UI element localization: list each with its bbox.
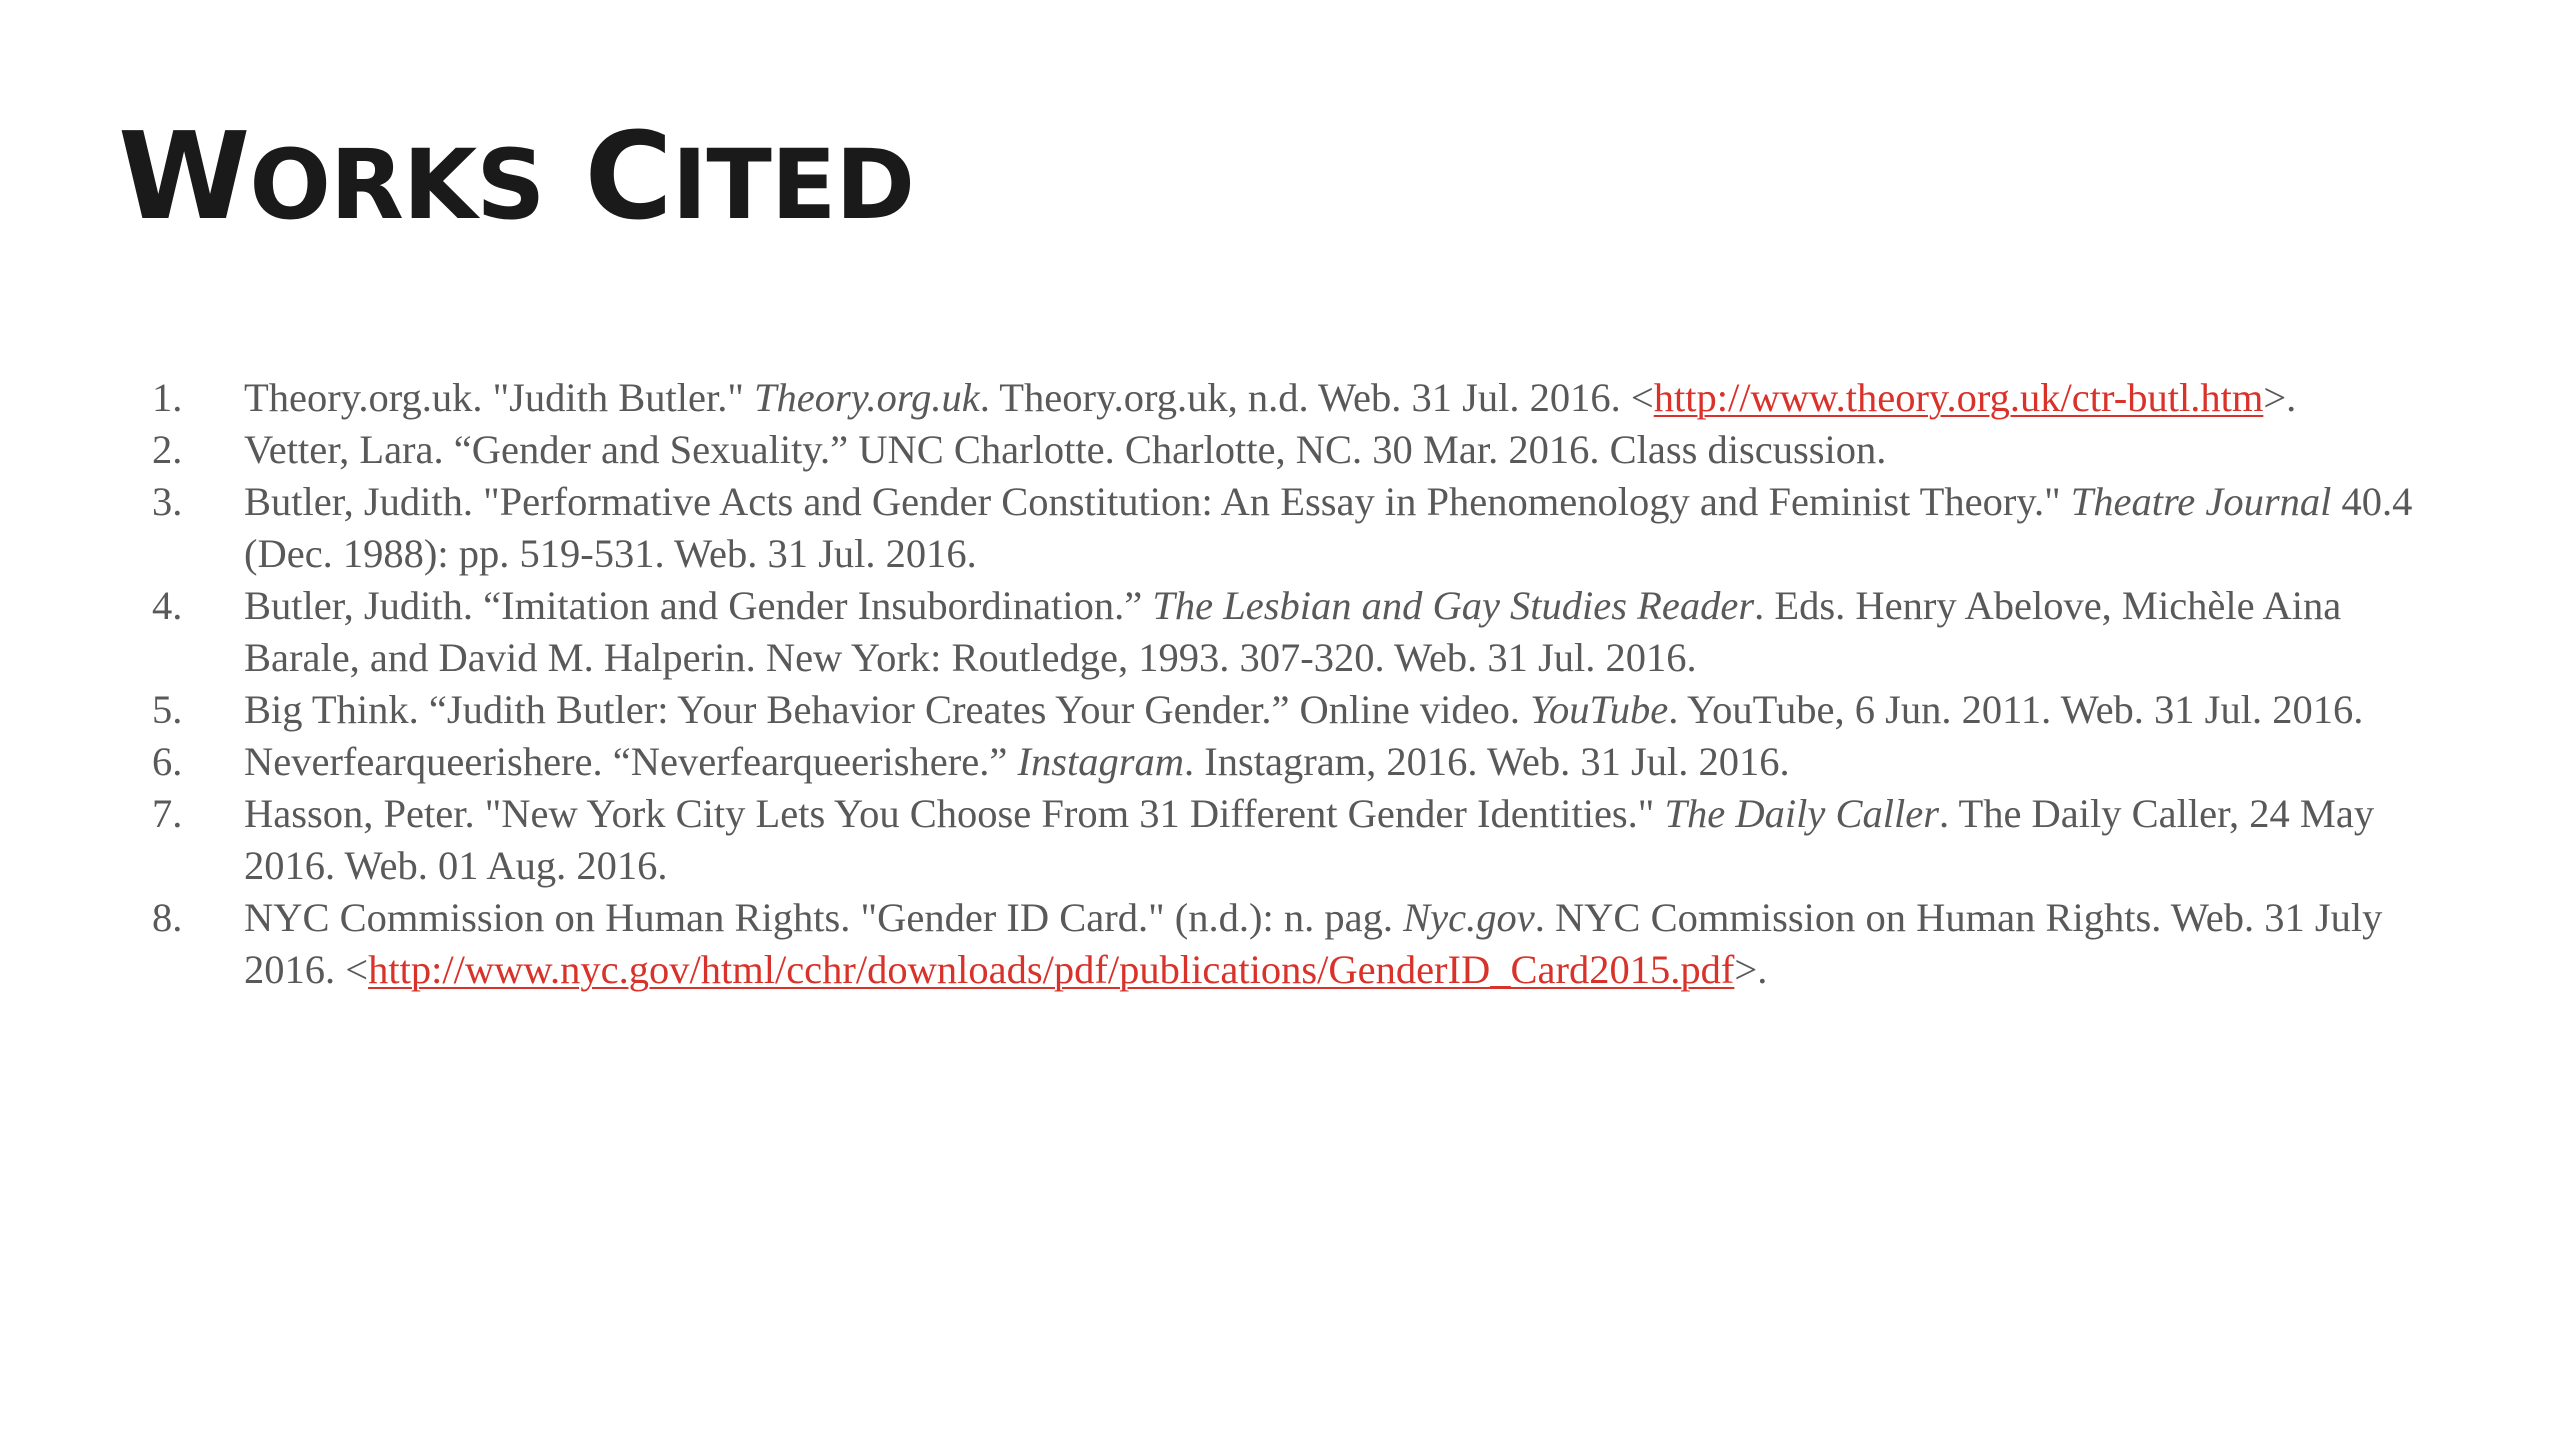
citation-number: 2. [152, 427, 183, 472]
citation-text [244, 583, 2341, 680]
citation-item [152, 424, 2462, 476]
citation-text [244, 479, 2412, 576]
citation-link[interactable]: http://www.theory.org.uk/ctr-butl.htm [1653, 375, 2264, 420]
citation-source-title: Theory.org.uk [754, 375, 980, 420]
citation-number: 1. [152, 375, 183, 420]
citation-item [152, 372, 2462, 424]
citation-source-title: Theatre Journal [2070, 479, 2332, 524]
citation-source-title: YouTube [1530, 687, 1669, 732]
citation-item [152, 580, 2462, 684]
citation-segment: . YouTube, 6 Jun. 2011. Web. 31 Jul. 2016. [1668, 687, 2364, 732]
citation-source-title: Nyc.gov [1403, 895, 1535, 940]
citation-segment: NYC Commission on Human Rights. "Gender ID Card." (n.d.): n. pag. [244, 895, 1404, 940]
citation-segment: Butler, Judith. "Performative Acts and Gender Constitution: An Essay in Phenomenology and Feminist Theory." [244, 479, 2071, 524]
citation-item [152, 476, 2462, 580]
citation-number: 6. [152, 739, 183, 784]
citation-segment: 40.4 (Dec. 1988): pp. 519-531. Web. 31 Jul. 2016. [244, 479, 2413, 576]
citation-segment: . The Daily Caller, 24 May 2016. Web. 01 Aug. 2016. [244, 791, 2375, 888]
citation-segment: Butler, Judith. “Imitation and Gender Insubordination.” [244, 583, 1153, 628]
citation-segment: . NYC Commission on Human Rights. Web. 31 July 2016. < [244, 895, 2383, 992]
title-initial-2: C [584, 108, 672, 247]
citation-segment: Theory.org.uk. "Judith Butler." [244, 375, 755, 420]
title-rest-1: ORKS [249, 129, 545, 241]
citation-item [152, 788, 2462, 892]
title-rest-2: ITED [671, 129, 915, 241]
citation-number: 7. [152, 791, 183, 836]
citation-segment: Neverfearqueerishere. “Neverfearqueerishere.” [244, 739, 1018, 784]
citation-text [244, 791, 2374, 888]
citation-source-title: The Lesbian and Gay Studies Reader [1152, 583, 1755, 628]
title-initial-1: W [118, 108, 250, 247]
citation-number: 5. [152, 687, 183, 732]
citation-segment: Big Think. “Judith Butler: Your Behavior Creates Your Gender.” Online video. [244, 687, 1531, 732]
citation-link[interactable]: http://www.nyc.gov/html/cchr/downloads/pdf/publications/GenderID_Card2015.pdf [368, 947, 1735, 992]
citation-text [244, 687, 2363, 732]
citation-number: 8. [152, 895, 183, 940]
citation-segment: . Theory.org.uk, n.d. Web. 31 Jul. 2016. < [979, 375, 1654, 420]
page-title [118, 108, 915, 247]
citation-segment: . Instagram, 2016. Web. 31 Jul. 2016. [1183, 739, 1790, 784]
citation-source-title: Instagram [1017, 739, 1184, 784]
citation-segment: >. [2263, 375, 2297, 420]
citation-text [244, 895, 2382, 992]
citation-segment: Vetter, Lara. “Gender and Sexuality.” UNC Charlotte. Charlotte, NC. 30 Mar. 2016. Class discussion. [244, 427, 1887, 472]
citation-text [244, 427, 1886, 472]
citation-segment: Hasson, Peter. "New York City Lets You Choose From 31 Different Gender Identities." [244, 791, 1665, 836]
citation-source-title: The Daily Caller [1664, 791, 1939, 836]
citation-item [152, 736, 2462, 788]
citation-segment: . Eds. Henry Abelove, Michèle Aina Barale, and David M. Halperin. New York: Routledge, 1993. 307-320. Web. 31 Jul. 2016. [244, 583, 2342, 680]
citation-text [244, 739, 1790, 784]
citation-item [152, 684, 2462, 736]
works-cited-list [152, 372, 2462, 996]
citation-item [152, 892, 2462, 996]
citation-segment: >. [1734, 947, 1768, 992]
citation-number: 4. [152, 583, 183, 628]
citation-number: 3. [152, 479, 183, 524]
citation-text [244, 375, 2296, 420]
